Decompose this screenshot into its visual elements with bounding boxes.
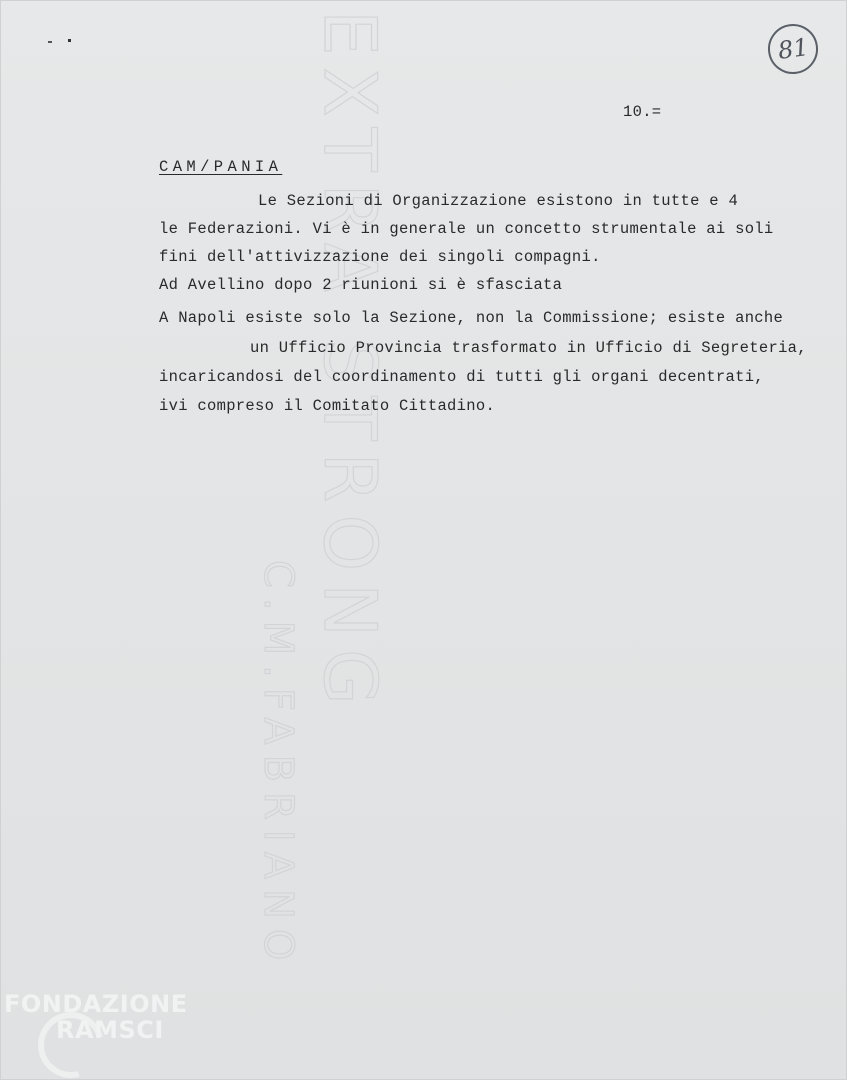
logo-line-2: RAMSCI	[56, 1016, 164, 1044]
watermark-line-1: EXTRA STRONG	[308, 10, 392, 717]
archive-number: 81	[776, 32, 811, 65]
text-line: un Ufficio Provincia trasformato in Ufficio di Segreteria,	[250, 339, 807, 357]
watermark-line-2: C.M.FABRIANO	[255, 560, 301, 971]
text-line: Le Sezioni di Organizzazione esistono in tutte e 4	[258, 192, 739, 210]
section-heading: CAM/PANIA	[159, 158, 283, 176]
text-line: ivi compreso il Comitato Cittadino.	[159, 397, 496, 415]
text-line: fini dell'attivizzazione dei singoli compagni.	[159, 248, 601, 266]
text-line: A Napoli esiste solo la Sezione, non la Commissione; esiste anche	[159, 309, 784, 327]
text-line: le Federazioni. Vi è in generale un concetto strumentale ai soli	[159, 220, 774, 238]
page-number: 10.=	[623, 103, 662, 121]
text-line: incaricandosi del coordinamento di tutti gli organi decentrati,	[159, 368, 764, 386]
logo-line-1: FONDAZIONE	[4, 990, 188, 1018]
fondazione-gramsci-logo	[4, 986, 214, 1080]
text-line: Ad Avellino dopo 2 riunioni si è sfasciata	[159, 276, 563, 294]
